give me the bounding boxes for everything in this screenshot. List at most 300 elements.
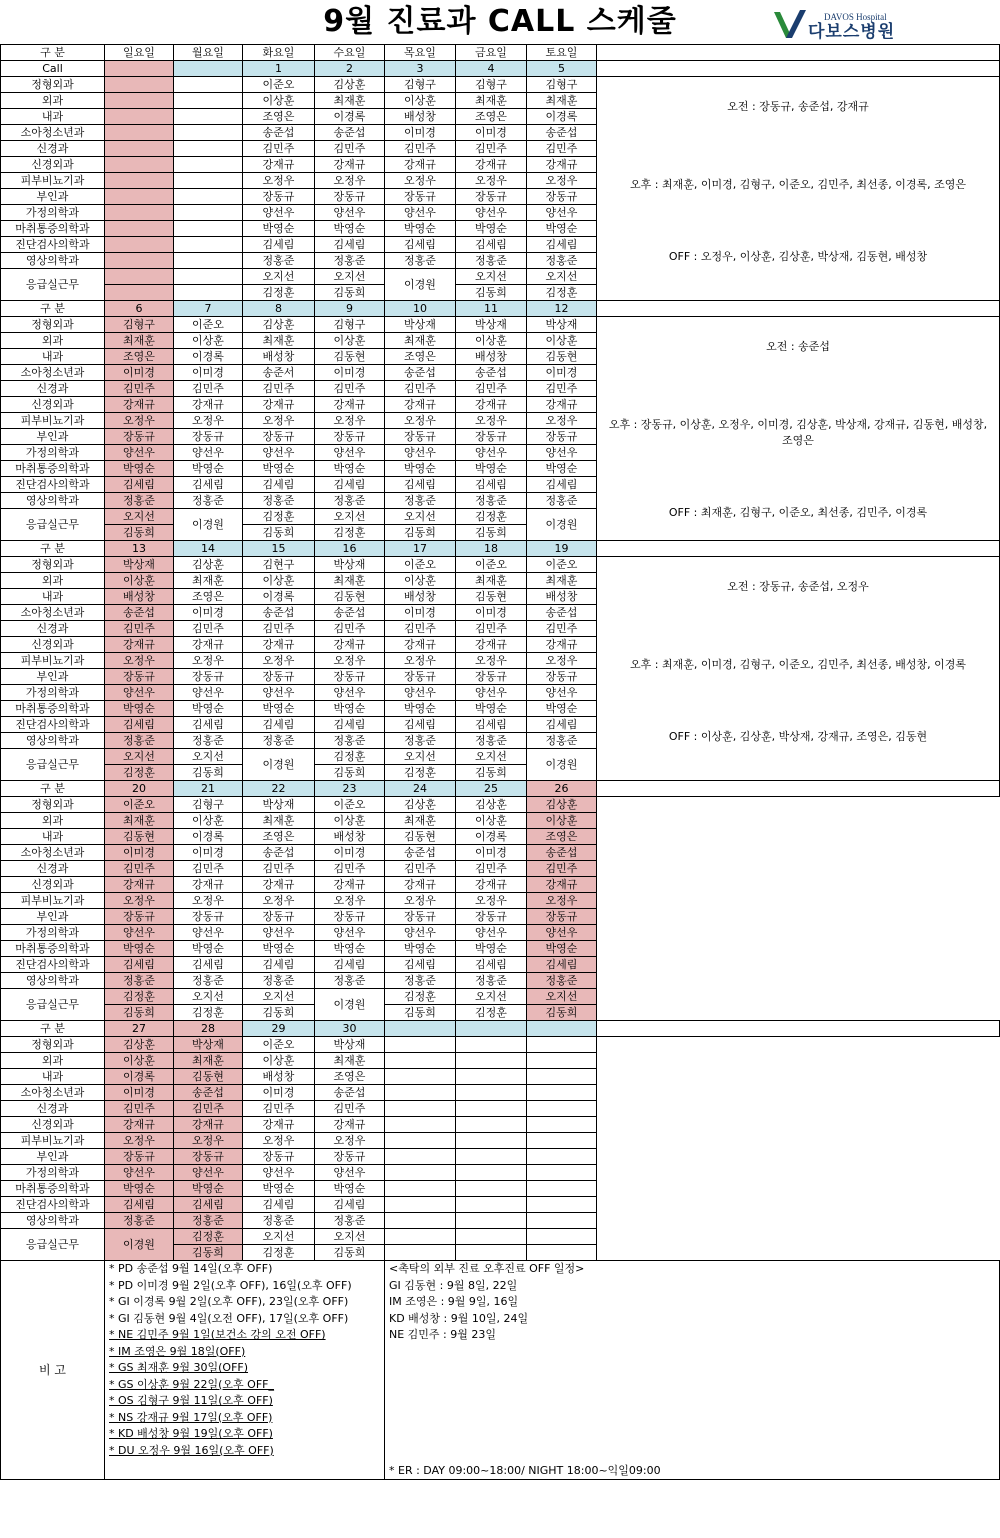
date-cell: 24 xyxy=(385,781,456,797)
doctor-cell: 김세림 xyxy=(527,717,597,733)
doctor-cell xyxy=(174,237,243,253)
date-cell: 17 xyxy=(385,541,456,557)
doctor-cell: 양선우 xyxy=(105,925,174,941)
department-label: 정형외과 xyxy=(1,557,105,573)
doctor-cell xyxy=(527,1085,597,1101)
doctor-cell: 김민주 xyxy=(315,621,385,637)
doctor-cell: 정홍준 xyxy=(174,493,243,509)
doctor-cell: 조영은 xyxy=(315,1069,385,1085)
doctor-cell xyxy=(105,253,174,269)
doctor-cell xyxy=(105,173,174,189)
doctor-cell: 장동규 xyxy=(385,909,456,925)
doctor-cell: 이미경 xyxy=(315,365,385,381)
er-cell: 오지선 xyxy=(456,749,527,765)
doctor-cell: 강재규 xyxy=(243,157,315,173)
doctor-cell: 장동규 xyxy=(385,429,456,445)
doctor-cell: 김민주 xyxy=(243,381,315,397)
doctor-cell: 강재규 xyxy=(385,877,456,893)
doctor-cell: 김민주 xyxy=(105,381,174,397)
doctor-cell: 장동규 xyxy=(174,909,243,925)
doctor-cell: 양선우 xyxy=(243,1165,315,1181)
doctor-cell: 정홍준 xyxy=(527,733,597,749)
doctor-cell: 김세림 xyxy=(174,1197,243,1213)
er-cell: 이경원 xyxy=(527,749,597,781)
doctor-cell: 오정우 xyxy=(385,413,456,429)
doctor-cell: 양선우 xyxy=(315,685,385,701)
doctor-cell: 이상훈 xyxy=(174,813,243,829)
er-cell: 김동희 xyxy=(174,765,243,781)
doctor-cell: 강재규 xyxy=(527,397,597,413)
doctor-cell: 김세림 xyxy=(315,957,385,973)
er-cell: 오지선 xyxy=(243,269,315,285)
doctor-cell xyxy=(456,1053,527,1069)
doctor-cell: 이준오 xyxy=(243,1037,315,1053)
doctor-cell: 박상재 xyxy=(527,317,597,333)
department-label: 신경과 xyxy=(1,1101,105,1117)
doctor-cell: 김상훈 xyxy=(105,1037,174,1053)
doctor-cell: 이준오 xyxy=(243,77,315,93)
date-cell xyxy=(527,1021,597,1037)
doctor-cell: 김민주 xyxy=(243,621,315,637)
doctor-cell: 강재규 xyxy=(456,637,527,653)
department-label: 영상의학과 xyxy=(1,1213,105,1229)
doctor-cell: 김동현 xyxy=(527,349,597,365)
department-label: 내과 xyxy=(1,109,105,125)
doctor-cell: 박영순 xyxy=(315,701,385,717)
doctor-cell: 박영순 xyxy=(243,1181,315,1197)
er-cell: 이경원 xyxy=(315,989,385,1021)
doctor-cell: 정홍준 xyxy=(385,493,456,509)
doctor-cell: 박영순 xyxy=(527,461,597,477)
doctor-cell: 김세림 xyxy=(243,717,315,733)
department-label: 신경외과 xyxy=(1,397,105,413)
day-name: 월요일 xyxy=(174,45,243,61)
doctor-cell: 정홍준 xyxy=(105,493,174,509)
department-label: 부인과 xyxy=(1,189,105,205)
doctor-cell: 김동현 xyxy=(174,1069,243,1085)
doctor-cell: 이미경 xyxy=(243,1085,315,1101)
doctor-cell: 양선우 xyxy=(243,685,315,701)
department-label: 신경과 xyxy=(1,861,105,877)
note-item: * DU 오정우 9월 16일(오후 OFF) xyxy=(109,1443,274,1457)
date-cell: 6 xyxy=(105,301,174,317)
doctor-cell: 양선우 xyxy=(456,685,527,701)
doctor-cell xyxy=(456,1037,527,1053)
doctor-cell xyxy=(456,1101,527,1117)
department-label: 신경외과 xyxy=(1,1117,105,1133)
doctor-cell: 장동규 xyxy=(243,909,315,925)
doctor-cell: 송준섭 xyxy=(243,125,315,141)
doctor-cell xyxy=(174,157,243,173)
doctor-cell: 김민주 xyxy=(315,381,385,397)
er-cell: 오지선 xyxy=(527,269,597,285)
doctor-cell: 오정우 xyxy=(243,653,315,669)
er-cell: 이경원 xyxy=(527,509,597,541)
department-row xyxy=(1,797,1000,813)
doctor-cell: 최재훈 xyxy=(527,93,597,109)
doctor-cell xyxy=(527,1053,597,1069)
doctor-cell: 김민주 xyxy=(315,861,385,877)
doctor-cell: 양선우 xyxy=(385,205,456,221)
doctor-cell: 김세림 xyxy=(527,477,597,493)
doctor-cell: 오정우 xyxy=(315,173,385,189)
doctor-cell: 김세림 xyxy=(105,477,174,493)
doctor-cell: 양선우 xyxy=(527,205,597,221)
doctor-cell: 오정우 xyxy=(243,413,315,429)
doctor-cell: 장동규 xyxy=(315,909,385,925)
doctor-cell xyxy=(456,1213,527,1229)
doctor-cell: 이준오 xyxy=(174,317,243,333)
doctor-cell: 양선우 xyxy=(105,1165,174,1181)
doctor-cell: 장동규 xyxy=(174,429,243,445)
doctor-cell: 강재규 xyxy=(385,157,456,173)
er-label: 응급실근무 xyxy=(1,989,105,1021)
doctor-cell: 박영순 xyxy=(456,941,527,957)
doctor-cell: 김세림 xyxy=(315,1197,385,1213)
doctor-cell: 양선우 xyxy=(105,685,174,701)
doctor-cell: 강재규 xyxy=(174,637,243,653)
doctor-cell: 장동규 xyxy=(315,1149,385,1165)
date-cell: 25 xyxy=(456,781,527,797)
doctor-cell: 박상재 xyxy=(385,317,456,333)
doctor-cell: 오정우 xyxy=(105,653,174,669)
doctor-cell: 이미경 xyxy=(527,365,597,381)
er-label: 응급실근무 xyxy=(1,269,105,301)
doctor-cell: 장동규 xyxy=(385,189,456,205)
memo-off: OFF : 최재훈, 김형구, 이준오, 최선종, 김민주, 이경록 xyxy=(668,506,928,519)
doctor-cell: 이상훈 xyxy=(315,813,385,829)
er-cell: 오지선 xyxy=(105,749,174,765)
er-cell: 김정훈 xyxy=(174,1005,243,1021)
memo-blank xyxy=(597,541,1000,557)
doctor-cell: 장동규 xyxy=(456,669,527,685)
doctor-cell: 정홍준 xyxy=(315,1213,385,1229)
doctor-cell: 오정우 xyxy=(243,1133,315,1149)
er-cell: 김정훈 xyxy=(527,285,597,301)
doctor-cell xyxy=(385,1181,456,1197)
department-label: 마취통증의학과 xyxy=(1,941,105,957)
external-off-item: IM 조영은 : 9월 9일, 16일 xyxy=(389,1295,519,1308)
doctor-cell: 김민주 xyxy=(174,1101,243,1117)
doctor-cell: 최재훈 xyxy=(527,573,597,589)
doctor-cell: 최재훈 xyxy=(456,573,527,589)
doctor-cell: 이준오 xyxy=(315,797,385,813)
doctor-cell xyxy=(385,1069,456,1085)
doctor-cell: 박영순 xyxy=(456,701,527,717)
doctor-cell: 장동규 xyxy=(105,669,174,685)
doctor-cell: 김세림 xyxy=(315,237,385,253)
doctor-cell xyxy=(456,1085,527,1101)
doctor-cell: 장동규 xyxy=(456,429,527,445)
date-row xyxy=(1,1021,1000,1037)
doctor-cell: 김현구 xyxy=(243,557,315,573)
doctor-cell: 강재규 xyxy=(385,637,456,653)
doctor-cell xyxy=(174,221,243,237)
department-label: 마취통증의학과 xyxy=(1,461,105,477)
er-cell: 김정훈 xyxy=(385,989,456,1005)
external-off-title: <촉탁의 외부 진료 오후진료 OFF 일정> xyxy=(389,1262,585,1275)
er-cell: 김동희 xyxy=(385,525,456,541)
er-cell: 김정훈 xyxy=(315,525,385,541)
doctor-cell: 이준오 xyxy=(527,557,597,573)
department-label: 내과 xyxy=(1,589,105,605)
er-cell: 이경원 xyxy=(174,509,243,541)
doctor-cell: 장동규 xyxy=(456,189,527,205)
date-cell: 13 xyxy=(105,541,174,557)
doctor-cell: 오정우 xyxy=(105,1133,174,1149)
doctor-cell: 강재규 xyxy=(174,877,243,893)
doctor-cell xyxy=(527,1037,597,1053)
doctor-cell xyxy=(105,157,174,173)
doctor-cell: 장동규 xyxy=(527,189,597,205)
doctor-cell: 송준섭 xyxy=(315,605,385,621)
doctor-cell: 오정우 xyxy=(315,413,385,429)
er-cell: 김동희 xyxy=(105,1005,174,1021)
doctor-cell: 이미경 xyxy=(174,365,243,381)
doctor-cell xyxy=(105,221,174,237)
doctor-cell: 강재규 xyxy=(527,157,597,173)
er-label: 응급실근무 xyxy=(1,749,105,781)
doctor-cell: 정홍준 xyxy=(174,973,243,989)
doctor-cell: 양선우 xyxy=(385,925,456,941)
doctor-cell: 오정우 xyxy=(105,893,174,909)
doctor-cell: 김민주 xyxy=(385,621,456,637)
doctor-cell: 김민주 xyxy=(527,141,597,157)
doctor-cell xyxy=(105,237,174,253)
note-item: * IM 조영은 9월 18일(OFF) xyxy=(109,1344,246,1358)
doctor-cell: 정홍준 xyxy=(174,733,243,749)
doctor-cell: 이미경 xyxy=(174,605,243,621)
department-label: 마취통증의학과 xyxy=(1,701,105,717)
doctor-cell: 이미경 xyxy=(105,365,174,381)
er-cell: 김정훈 xyxy=(385,765,456,781)
doctor-cell: 이상훈 xyxy=(456,813,527,829)
doctor-cell xyxy=(174,141,243,157)
doctor-cell: 오정우 xyxy=(527,173,597,189)
doctor-cell xyxy=(385,1165,456,1181)
doctor-cell: 오정우 xyxy=(456,653,527,669)
doctor-cell: 오정우 xyxy=(456,413,527,429)
er-label: 응급실근무 xyxy=(1,509,105,541)
doctor-cell: 정홍준 xyxy=(243,1213,315,1229)
department-label: 소아청소년과 xyxy=(1,125,105,141)
er-cell: 김정훈 xyxy=(174,1229,243,1245)
doctor-cell xyxy=(174,109,243,125)
doctor-cell: 장동규 xyxy=(385,669,456,685)
doctor-cell: 강재규 xyxy=(105,877,174,893)
department-label: 내과 xyxy=(1,349,105,365)
doctor-cell: 양선우 xyxy=(174,925,243,941)
doctor-cell: 이상훈 xyxy=(243,93,315,109)
doctor-cell: 박영순 xyxy=(174,1181,243,1197)
doctor-cell: 배성창 xyxy=(243,1069,315,1085)
doctor-cell xyxy=(527,1101,597,1117)
doctor-cell: 정홍준 xyxy=(527,493,597,509)
doctor-cell: 김민주 xyxy=(243,141,315,157)
doctor-cell: 김민주 xyxy=(527,621,597,637)
doctor-cell: 박상재 xyxy=(243,797,315,813)
department-label: 정형외과 xyxy=(1,77,105,93)
doctor-cell: 오정우 xyxy=(315,893,385,909)
department-label: 외과 xyxy=(1,1053,105,1069)
doctor-cell: 박영순 xyxy=(243,941,315,957)
er-cell: 김동희 xyxy=(456,525,527,541)
doctor-cell xyxy=(527,1181,597,1197)
doctor-cell: 양선우 xyxy=(243,445,315,461)
doctor-cell: 오정우 xyxy=(315,653,385,669)
department-label: 신경외과 xyxy=(1,637,105,653)
shift-memo xyxy=(597,77,1000,301)
doctor-cell: 배성창 xyxy=(456,349,527,365)
date-row xyxy=(1,61,1000,77)
doctor-cell: 강재규 xyxy=(456,157,527,173)
date-row xyxy=(1,781,1000,797)
department-label: 영상의학과 xyxy=(1,733,105,749)
doctor-cell: 김상훈 xyxy=(174,557,243,573)
doctor-cell: 최재훈 xyxy=(174,1053,243,1069)
date-cell: 15 xyxy=(243,541,315,557)
doctor-cell: 김민주 xyxy=(456,381,527,397)
doctor-cell: 김세림 xyxy=(315,477,385,493)
department-label: 신경과 xyxy=(1,381,105,397)
doctor-cell: 박영순 xyxy=(105,461,174,477)
doctor-cell: 강재규 xyxy=(456,397,527,413)
memo-empty xyxy=(597,1037,1000,1261)
doctor-cell: 김형구 xyxy=(527,77,597,93)
section-label: 구 분 xyxy=(1,541,105,557)
date-cell xyxy=(174,61,243,77)
doctor-cell xyxy=(174,93,243,109)
doctor-cell: 김세림 xyxy=(527,237,597,253)
doctor-cell: 오정우 xyxy=(527,413,597,429)
doctor-cell: 정홍준 xyxy=(315,733,385,749)
doctor-cell xyxy=(385,1197,456,1213)
doctor-cell: 오정우 xyxy=(385,653,456,669)
memo-pm: 오후 : 최재훈, 이미경, 김형구, 이준오, 김민주, 최선종, 이경록, 조영은 xyxy=(630,178,966,191)
doctor-cell: 박상재 xyxy=(315,1037,385,1053)
doctor-cell: 양선우 xyxy=(105,445,174,461)
doctor-cell xyxy=(456,1117,527,1133)
doctor-cell: 양선우 xyxy=(456,925,527,941)
doctor-cell: 배성창 xyxy=(527,589,597,605)
doctor-cell: 김민주 xyxy=(456,141,527,157)
doctor-cell: 송준서 xyxy=(243,365,315,381)
note-item: * NE 김민주 9월 1일(보건소 강의 오전 OFF) xyxy=(109,1328,326,1341)
doctor-cell: 김민주 xyxy=(105,861,174,877)
doctor-cell: 김형구 xyxy=(174,797,243,813)
doctor-cell: 이경록 xyxy=(174,349,243,365)
doctor-cell: 김세림 xyxy=(456,477,527,493)
note-item: * KD 배성창 9월 19일(오후 OFF) xyxy=(109,1427,273,1440)
doctor-cell: 김상훈 xyxy=(315,77,385,93)
doctor-cell: 김민주 xyxy=(174,621,243,637)
day-name: 일요일 xyxy=(105,45,174,61)
doctor-cell: 조영은 xyxy=(385,349,456,365)
doctor-cell: 최재훈 xyxy=(315,573,385,589)
doctor-cell: 오정우 xyxy=(385,893,456,909)
doctor-cell: 최재훈 xyxy=(243,333,315,349)
page-header xyxy=(0,0,1000,44)
doctor-cell: 양선우 xyxy=(243,925,315,941)
doctor-cell xyxy=(385,1085,456,1101)
date-cell: 9 xyxy=(315,301,385,317)
er-cell: 김동희 xyxy=(315,765,385,781)
doctor-cell xyxy=(174,125,243,141)
doctor-cell: 이상훈 xyxy=(385,93,456,109)
section-label: 구 분 xyxy=(1,781,105,797)
doctor-cell: 김민주 xyxy=(315,1101,385,1117)
doctor-cell: 이미경 xyxy=(456,605,527,621)
doctor-cell: 강재규 xyxy=(243,397,315,413)
doctor-cell: 김민주 xyxy=(385,141,456,157)
doctor-cell: 김세림 xyxy=(456,957,527,973)
note-item: * PD 이미경 9월 2일(오후 OFF), 16일(오후 OFF) xyxy=(109,1278,352,1292)
doctor-cell: 장동규 xyxy=(315,429,385,445)
doctor-cell: 이상훈 xyxy=(174,333,243,349)
department-label: 정형외과 xyxy=(1,797,105,813)
doctor-cell: 이경록 xyxy=(174,829,243,845)
doctor-cell: 강재규 xyxy=(243,1117,315,1133)
doctor-cell: 이상훈 xyxy=(385,573,456,589)
date-cell: 4 xyxy=(456,61,527,77)
er-cell: 김동희 xyxy=(105,525,174,541)
doctor-cell: 이미경 xyxy=(315,845,385,861)
date-cell: 11 xyxy=(456,301,527,317)
notes-left xyxy=(105,1261,385,1480)
doctor-cell: 배성창 xyxy=(243,349,315,365)
day-name: 금요일 xyxy=(456,45,527,61)
doctor-cell: 최재훈 xyxy=(385,813,456,829)
memo-off: OFF : 이상훈, 김상훈, 박상재, 강재규, 조영은, 김동현 xyxy=(668,730,928,743)
doctor-cell: 장동규 xyxy=(105,909,174,925)
note-item: * PD 송준섭 9월 14일(오후 OFF) xyxy=(109,1262,273,1275)
note-item: * GI 김동현 9월 4일(오전 OFF), 17일(오후 OFF) xyxy=(109,1311,349,1325)
doctor-cell: 양선우 xyxy=(527,925,597,941)
doctor-cell: 조영은 xyxy=(527,829,597,845)
doctor-cell: 김민주 xyxy=(315,141,385,157)
memo-blank xyxy=(597,301,1000,317)
date-cell: 28 xyxy=(174,1021,243,1037)
er-cell: 김정훈 xyxy=(243,285,315,301)
doctor-cell: 송준섭 xyxy=(243,845,315,861)
doctor-cell xyxy=(385,1053,456,1069)
memo-off: OFF : 오정우, 이상훈, 김상훈, 박상재, 김동현, 배성창 xyxy=(668,250,928,263)
doctor-cell: 김세림 xyxy=(243,477,315,493)
date-cell: 7 xyxy=(174,301,243,317)
er-cell xyxy=(385,1229,456,1245)
doctor-cell: 김형구 xyxy=(105,317,174,333)
department-label: 부인과 xyxy=(1,909,105,925)
er-cell xyxy=(456,1245,527,1261)
doctor-cell: 배성창 xyxy=(385,589,456,605)
doctor-cell: 오정우 xyxy=(174,1133,243,1149)
doctor-cell xyxy=(527,1117,597,1133)
doctor-cell xyxy=(527,1213,597,1229)
doctor-cell: 강재규 xyxy=(243,877,315,893)
doctor-cell: 이미경 xyxy=(456,125,527,141)
section-label: 구 분 xyxy=(1,1021,105,1037)
doctor-cell: 최재훈 xyxy=(105,333,174,349)
date-cell: 26 xyxy=(527,781,597,797)
department-label: 소아청소년과 xyxy=(1,1085,105,1101)
doctor-cell: 양선우 xyxy=(315,1165,385,1181)
doctor-cell xyxy=(385,1037,456,1053)
department-label: 외과 xyxy=(1,333,105,349)
doctor-cell: 김동현 xyxy=(315,589,385,605)
notes-label: 비 고 xyxy=(1,1261,105,1480)
doctor-cell: 강재규 xyxy=(174,1117,243,1133)
er-cell: 오지선 xyxy=(174,749,243,765)
